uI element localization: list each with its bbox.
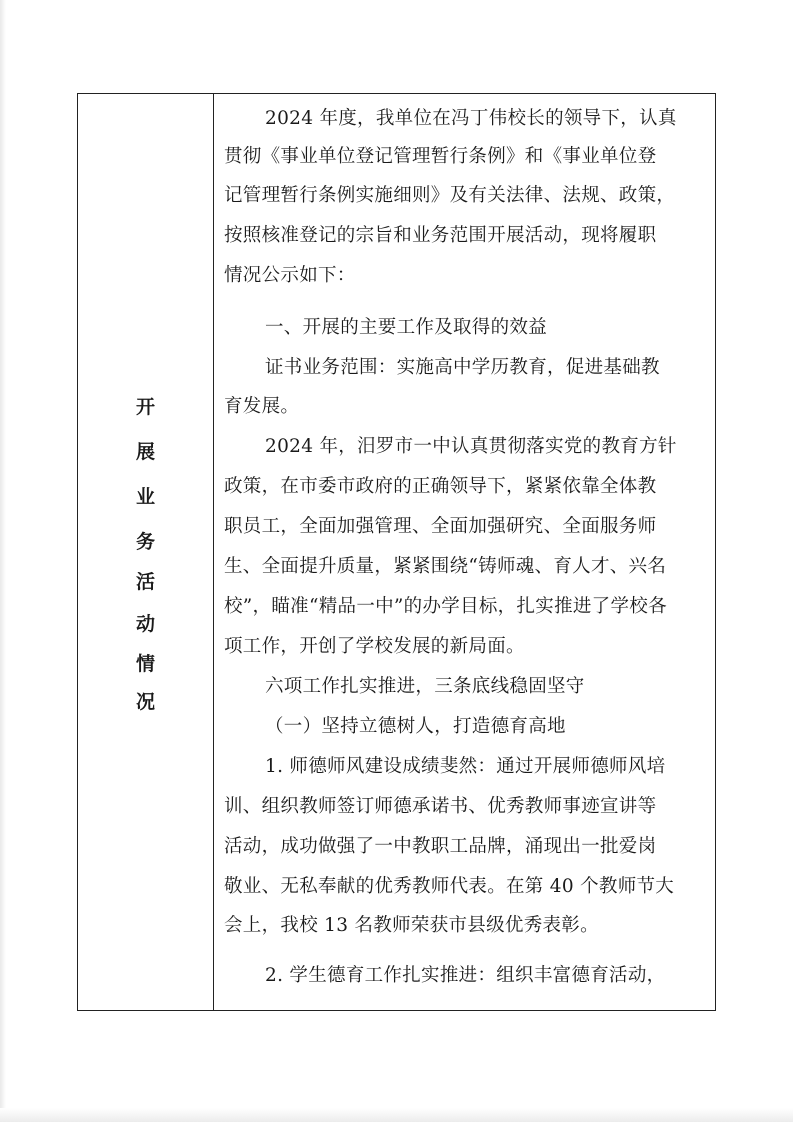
paragraph-line: 职员工，全面加强管理、全面加强研究、全面服务师: [224, 516, 657, 537]
row-label-char: 情: [135, 653, 155, 675]
paragraph-line: 六项工作扎实推进，三条底线稳固坚守: [265, 676, 585, 697]
section-heading: 一、开展的主要工作及取得的效益: [265, 317, 548, 338]
paragraph-line: 活动，成功做强了一中教职工品牌，涌现出一批爱岗: [224, 836, 657, 857]
row-label-char: 况: [135, 691, 155, 713]
paragraph-line: 训、组织教师签订师德承诺书、优秀教师事迹宣讲等: [224, 796, 657, 817]
column-divider: [213, 94, 214, 1010]
paragraph-line: 按照核准登记的宗旨和业务范围开展活动，现将履职: [224, 225, 657, 246]
paragraph-line: 证书业务范围：实施高中学历教育，促进基础教: [265, 357, 660, 378]
row-label-char: 业: [135, 486, 155, 508]
paragraph-line: 校”，瞄准“精品一中”的办学目标，扎实推进了学校各: [224, 596, 667, 617]
row-label-char: 动: [135, 613, 155, 635]
row-label-char: 务: [135, 531, 155, 553]
paragraph-line: 育发展。: [224, 396, 300, 417]
activity-content-cell: [224, 94, 712, 1010]
paragraph-line: 生、全面提升质量，紧紧围绕“铸师魂、育人才、兴名: [224, 556, 667, 577]
row-label-char: 开: [135, 396, 155, 418]
paragraph-line: 2024 年，汨罗市一中认真贯彻落实党的教育方针: [265, 436, 677, 457]
row-label-char: 活: [135, 571, 155, 593]
paragraph-line: 政策，在市委市政府的正确领导下，紧紧依靠全体教: [224, 476, 657, 497]
row-label-cell: [78, 94, 213, 1010]
page-edge-shadow: [0, 0, 6, 1122]
page-bottom-shadow: [0, 1108, 793, 1122]
paragraph-line: 记管理暂行条例实施细则》及有关法律、法规、政策，: [224, 185, 676, 206]
paragraph-line: 2. 学生德育工作扎实推进：组织丰富德育活动，: [265, 965, 666, 986]
paragraph-line: 贯彻《事业单位登记管理暂行条例》和《事业单位登: [224, 146, 657, 167]
section-heading: （一）坚持立德树人，打造德育高地: [265, 716, 566, 737]
paragraph-line: 2024 年度，我单位在冯丁伟校长的领导下，认真: [265, 108, 677, 129]
paragraph-line: 1. 师德师风建设成绩斐然：通过开展师德师风培: [265, 756, 666, 777]
paragraph-line: 会上，我校 13 名教师荣获市县级优秀表彰。: [224, 915, 599, 936]
row-label-char: 展: [135, 441, 155, 463]
report-table: [77, 93, 716, 1011]
paragraph-line: 敬业、无私奉献的优秀教师代表。在第 40 个教师节大: [224, 876, 675, 897]
paragraph-line: 情况公示如下：: [224, 265, 356, 286]
paragraph-line: 项工作，开创了学校发展的新局面。: [224, 636, 525, 657]
